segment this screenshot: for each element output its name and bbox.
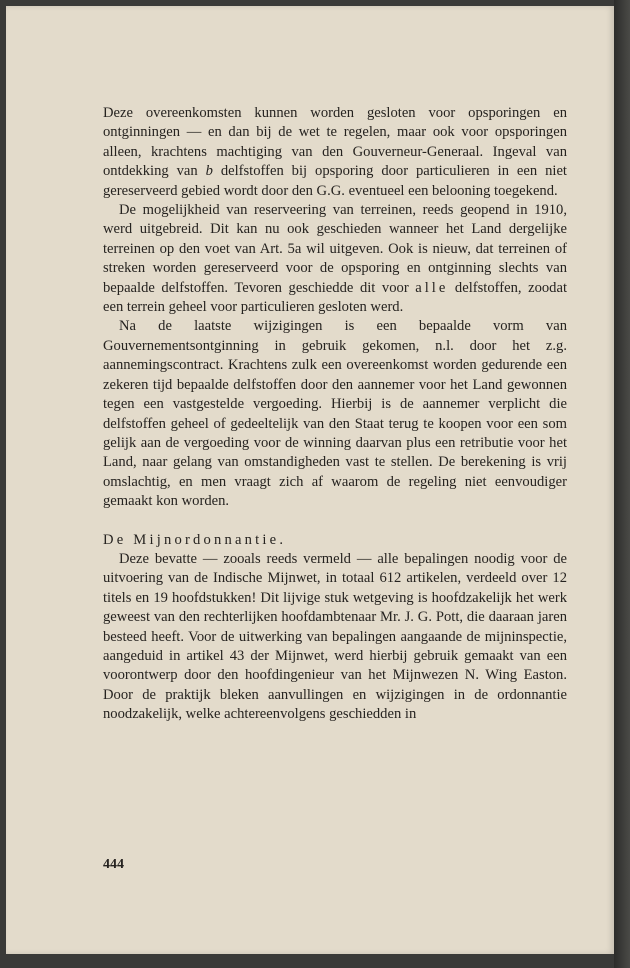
text-segment: delfstoffen bij opsporing door particulieren in een niet gereserveerd gebied wordt door den G.G. eventueel een belooning toegekend.	[103, 163, 567, 199]
page-number: 444	[103, 857, 124, 872]
paragraph-3	[103, 317, 567, 511]
text-segment: Deze overeenkomsten kunnen worden gesloten voor opsporingen en ontginningen — en dan bij de wet te regelen, maar ook voor opsporingen alleen, krachtens machtiging van den Gouverneur-Generaal. Ingeval van ontdekking van	[103, 105, 567, 180]
text-segment: delfstoffen, zoodat een terrein geheel voor particulieren gesloten werd.	[103, 279, 568, 316]
italic-b: b	[205, 163, 213, 180]
section-spacer	[103, 512, 567, 531]
body-text	[103, 104, 567, 725]
spaced-emphasis: alle	[415, 279, 449, 296]
book-spine-shadow	[614, 0, 630, 968]
text-segment: De mogelijkheid van reserveering van terreinen, reeds geopend in 1910, werd uitgebreid. Dit kan nu ook geschieden wanneer het Land dergelijke terreinen op den voet van Art. 5a wil uitgeven. Ook is nieuw, dat terreinen of streken worden gereserveerd voor de opsporing en ontginning slechts van bepaalde delfstoffen. Tevoren geschiedde dit voor	[103, 202, 567, 296]
text-segment: Na de laatste wijzigingen is een bepaalde vorm van Gouvernementsontginning in gebruik gekomen, n.l. door het z.g. aannemingscontract. Krachtens zulk een overeenkomst worden gedurende een zekeren tijd bepaalde delfstoffen door den aannemer voor het Land gewonnen tegen een vastgestelde vergoeding. Hierbij is de aannemer verplicht die delfstoffen geheel of gedeeltelijk van den Staat terug te koopen voor een som gelijk aan de vergoeding voor de winning daarvan plus een retributie voor het Land, naar gelang van omstandigheden vast te stellen. De berekening is vrij omslachtig, en men vraagt zich af waarom de regeling niet eenvoudiger gemaakt kon worden.	[103, 318, 567, 510]
section-heading: De Mijnordonnantie.	[103, 531, 287, 548]
paragraph-2	[103, 201, 567, 317]
paragraph-1	[103, 104, 567, 201]
book-page	[6, 6, 614, 954]
section-paragraph: Deze bevatte — zooals reeds vermeld — alle bepalingen noodig voor de uitvoering van de Indische Mijnwet, in totaal 612 artikelen, verdeeld over 12 titels en 19 hoofdstukken! Dit lijvige stuk wetgeving is hoofdzakelijk het werk geweest van den rechterlijken hoofdambtenaar Mr. J. G. Pott, die daaraan jaren besteed heeft. Voor de uitwerking van bepalingen aangaande de mijninspectie, aangeduid in artikel 43 der Mijnwet, werd hierbij gebruik gemaakt van een voorontwerp door den hoofdingenieur van het Mijnwezen N. Wing Easton. Door de praktijk bleken aanvullingen en wijzigingen in de ordonnantie noodzakelijk, welke achtereenvolgens geschiedden in	[103, 550, 567, 723]
